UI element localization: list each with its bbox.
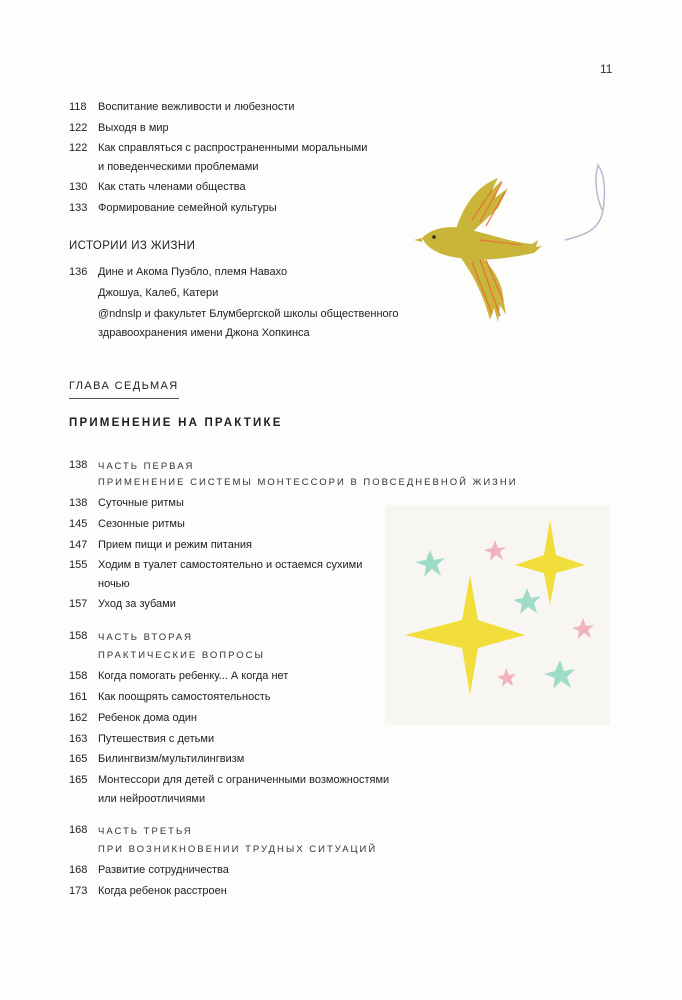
toc-title: Прием пищи и режим питания — [98, 539, 252, 551]
part-subtitle: ПРАКТИЧЕСКИЕ ВОПРОСЫ — [98, 650, 265, 661]
part-subtitle: ПРИ ВОЗНИКНОВЕНИИ ТРУДНЫХ СИТУАЦИЙ — [98, 844, 378, 855]
toc-title: Формирование семейной культуры — [98, 202, 277, 214]
bird-illustration — [410, 150, 620, 330]
toc-entry — [69, 536, 252, 555]
toc-entry — [69, 771, 389, 809]
toc-title: Билингвизм/мультилингвизм — [98, 753, 245, 765]
toc-entry — [69, 494, 184, 513]
toc-entry — [69, 595, 176, 614]
toc-subentry: @ndnslp и факультет Блумбергской школы общественного здравоохранения имени Джона Хопкинса — [98, 308, 399, 339]
toc-page-num: 173 — [69, 885, 88, 897]
toc-entry — [69, 119, 169, 138]
toc-page-num: 165 — [69, 753, 88, 765]
part-page-num: 158 — [69, 630, 88, 642]
toc-page-num: 163 — [69, 733, 88, 745]
toc-title: Когда помогать ребенку... А когда нет — [98, 670, 289, 682]
toc-title: Монтессори для детей с ограниченными возможностями или нейроотличиями — [98, 774, 390, 805]
toc-entry — [69, 199, 277, 218]
toc-entry — [69, 750, 244, 769]
toc-title: Дине и Акома Пуэбло, племя Навахо — [98, 266, 288, 278]
toc-entry — [69, 882, 227, 901]
toc-title: Выходя в мир — [98, 122, 169, 134]
toc-title: Путешествия с детьми — [98, 733, 215, 745]
toc-page-num: 168 — [69, 864, 88, 876]
toc-page-num: 162 — [69, 712, 88, 724]
toc-page-num: 130 — [69, 181, 88, 193]
part-page-num: 138 — [69, 459, 88, 471]
toc-page-num: 145 — [69, 518, 88, 530]
toc-title: Воспитание вежливости и любезности — [98, 101, 295, 113]
toc-entry — [69, 688, 270, 707]
toc-entry — [69, 515, 185, 534]
toc-page-num: 161 — [69, 691, 88, 703]
chapter-title: ПРИМЕНЕНИЕ НА ПРАКТИКЕ — [69, 417, 283, 429]
toc-page-num: 118 — [69, 101, 87, 113]
toc-page-num: 147 — [69, 539, 88, 551]
part-label: ЧАСТЬ ТРЕТЬЯ — [98, 826, 193, 837]
toc-page-num: 138 — [69, 497, 88, 509]
toc-page-num: 158 — [69, 670, 88, 682]
toc-page-num: 133 — [69, 202, 88, 214]
toc-entry — [69, 139, 367, 177]
toc-title: Как поощрять самостоятельность — [98, 691, 271, 703]
toc-entry — [69, 730, 214, 749]
toc-entry — [69, 178, 246, 197]
toc-title: Когда ребенок расстроен — [98, 885, 227, 897]
toc-title: Как стать членами общества — [98, 181, 246, 193]
toc-page-num: 136 — [69, 266, 88, 278]
toc-entry — [69, 98, 295, 117]
toc-title: Сезонные ритмы — [98, 518, 185, 530]
toc-title: Ходим в туалет самостоятельно и остаемся сухими ночью — [98, 559, 363, 590]
toc-page-num: 122 — [69, 122, 88, 134]
toc-entry — [69, 709, 197, 728]
toc-title: Ребенок дома один — [98, 712, 197, 724]
page-number: 11 — [600, 62, 613, 76]
toc-page-num: 122 — [69, 142, 88, 154]
toc-entry — [69, 556, 362, 594]
stories-heading: ИСТОРИИ ИЗ ЖИЗНИ — [69, 240, 196, 252]
part-page-num: 168 — [69, 824, 88, 836]
part-label: ЧАСТЬ ПЕРВАЯ — [98, 461, 195, 472]
chapter-label: ГЛАВА СЕДЬМАЯ — [69, 380, 179, 399]
toc-entry — [69, 263, 287, 282]
toc-page-num: 157 — [69, 598, 88, 610]
bird-body — [422, 227, 542, 259]
stars-illustration — [385, 505, 610, 725]
toc-entry — [69, 667, 288, 686]
toc-title: Суточные ритмы — [98, 497, 184, 509]
toc-page-num: 155 — [69, 559, 88, 571]
part-subtitle: ПРИМЕНЕНИЕ СИСТЕМЫ МОНТЕССОРИ В ПОВСЕДНЕВНОЙ ЖИЗНИ — [98, 477, 518, 488]
toc-title: Уход за зубами — [98, 598, 176, 610]
toc-page-num: 165 — [69, 774, 88, 786]
toc-entry — [69, 861, 229, 880]
toc-subentry: Джошуа, Калеб, Катери — [98, 287, 219, 299]
toc-title: Как справляться с распространенными моральными и поведенческими проблемами — [98, 142, 368, 173]
part-label: ЧАСТЬ ВТОРАЯ — [98, 632, 194, 643]
toc-title: Развитие сотрудничества — [98, 864, 229, 876]
